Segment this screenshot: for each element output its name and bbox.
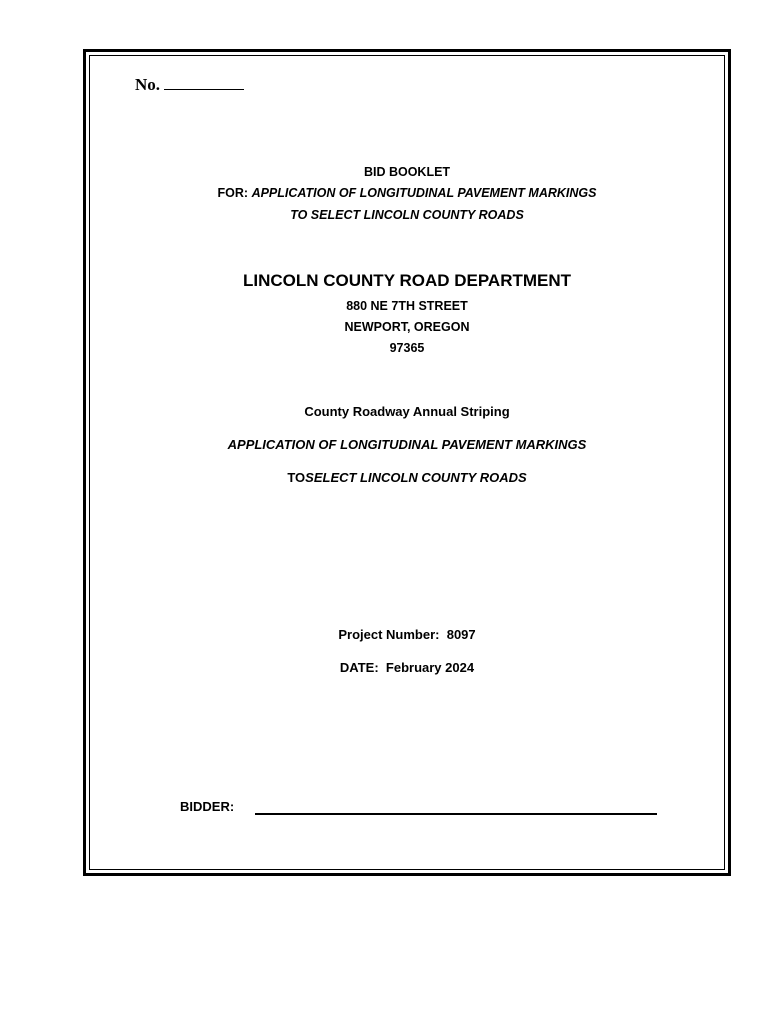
project-description-line2 [83,470,731,485]
booklet-number-blank [164,75,244,90]
project-number-label: Project Number: [338,627,440,642]
booklet-for-prefix: FOR: [217,186,249,200]
project-number-value: 8097 [446,627,476,642]
project-description-line1: APPLICATION OF LONGITUDINAL PAVEMENT MARKINGS [227,437,587,452]
project-number-line [83,627,731,642]
department-address-line2: NEWPORT, OREGON [344,320,470,334]
project-date-value: February 2024 [385,660,475,675]
project-date-label: DATE: [339,660,379,675]
booklet-for-line [83,186,731,200]
department-zip: 97365 [389,341,425,355]
bidder-label: BIDDER: [180,799,235,814]
project-date-line [83,660,731,675]
bidder-signature-line [255,813,657,815]
project-subtitle: County Roadway Annual Striping [304,404,510,419]
project-description-line2-prefix: TO [287,470,306,485]
department-address-line1: 880 NE 7TH STREET [346,299,468,313]
project-description-line2-rest: SELECT LINCOLN COUNTY ROADS [305,470,527,485]
booklet-for-text-line2: TO SELECT LINCOLN COUNTY ROADS [290,208,524,222]
department-name: LINCOLN COUNTY ROAD DEPARTMENT [242,271,572,290]
booklet-number [135,75,244,95]
booklet-title: BID BOOKLET [363,165,451,179]
booklet-for-text: APPLICATION OF LONGITUDINAL PAVEMENT MARKINGS [251,186,597,200]
booklet-number-label: No. [135,75,161,94]
